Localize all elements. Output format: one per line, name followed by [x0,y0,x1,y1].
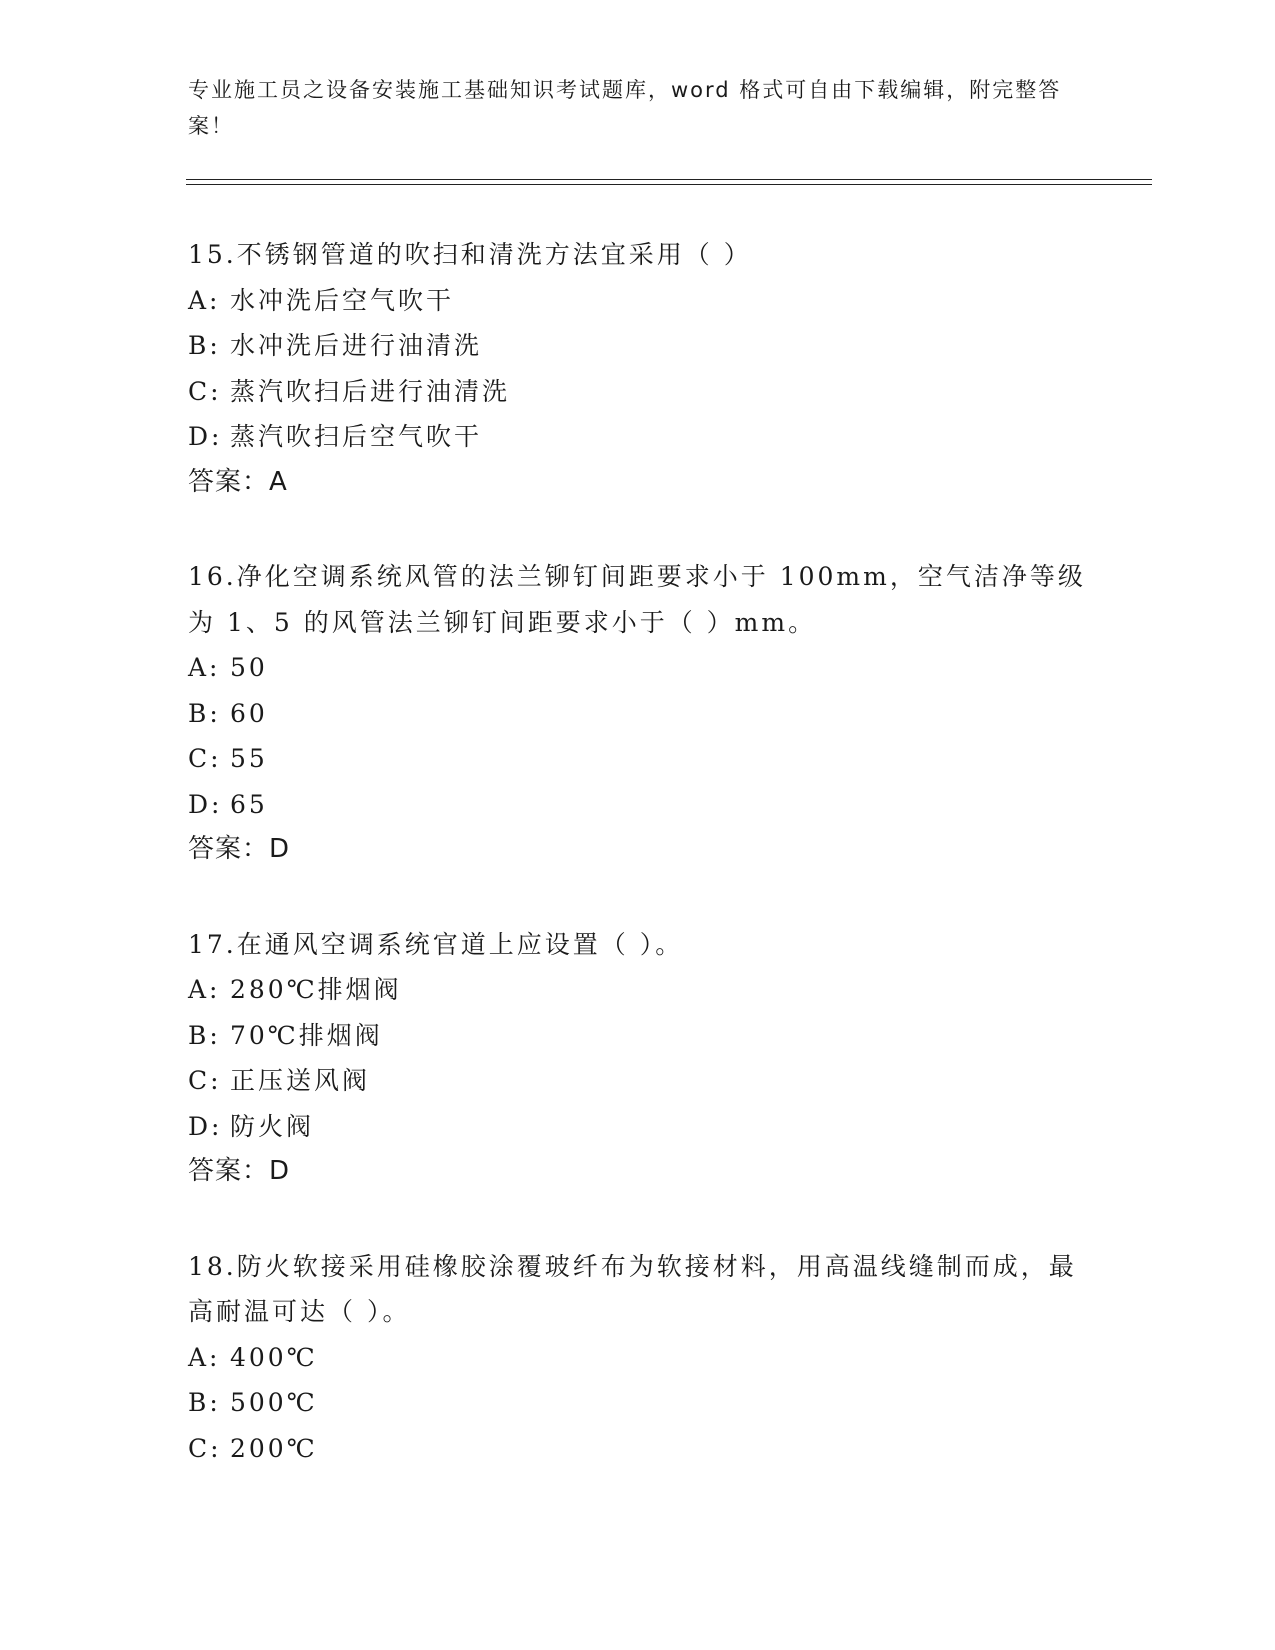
option-a [188,278,1088,324]
question-stem: 16.净化空调系统风管的法兰铆钉间距要求小于 100mm，空气洁净等级为 1、5 的风管法兰铆钉间距要求小于（ ）mm。 [188,562,1086,637]
option-letter: C: [188,1066,222,1095]
option-letter: A: [188,975,221,1004]
answer-line: 答案：A [188,466,288,497]
option-text: 500℃ [230,1388,318,1417]
question-stem: 15.不锈钢管道的吹扫和清洗方法宜采用（ ） [188,240,752,269]
option-text: 水冲洗后进行油清洗 [230,331,483,360]
option-text: 水冲洗后空气吹干 [230,285,455,315]
option-b [188,1380,1088,1426]
option-text: 400℃ [230,1342,318,1372]
question-stem: 18.防火软接采用硅橡胶涂覆玻纤布为软接材料，用高温线缝制而成，最高耐温可达（ ）。 [188,1251,1077,1326]
option-text: 蒸汽吹扫后空气吹干 [230,422,483,451]
question-18 [188,1244,1088,1472]
option-text: 200℃ [230,1433,318,1463]
header-text: 专业施工员之设备安装施工基础知识考试题库，word 格式可自由下载编辑，附完整答案！ [188,78,1062,138]
option-a [188,1335,1088,1381]
option-letter: A: [188,285,221,315]
option-letter: D: [188,789,223,819]
option-b [188,691,1088,737]
option-text: 50 [230,653,268,682]
option-c [188,369,1088,415]
option-text: 正压送风阀 [230,1066,371,1095]
option-letter: C: [188,744,222,773]
option-d [188,1104,1088,1150]
header-rule-top [186,179,1152,180]
question-15 [188,232,1088,505]
option-text: 65 [230,789,268,819]
option-letter: D: [188,422,223,451]
option-letter: B: [188,698,221,728]
header-rule-bottom [186,184,1152,185]
option-letter: B: [188,1388,221,1417]
option-c [188,1058,1088,1104]
option-letter: A: [188,1342,221,1372]
option-letter: B: [188,331,221,360]
option-text: 70℃排烟阀 [230,1020,383,1050]
option-letter: D: [188,1111,223,1141]
option-c [188,736,1088,782]
option-text: 55 [230,744,268,773]
option-a [188,645,1088,691]
option-text: 防火阀 [230,1111,315,1141]
option-d [188,782,1088,828]
option-text: 60 [230,698,268,728]
option-text: 280℃排烟阀 [230,975,402,1004]
question-stem: 17.在通风空调系统官道上应设置（ ）。 [188,929,684,959]
option-b [188,323,1088,369]
question-list [188,232,1088,1520]
option-letter: C: [188,376,222,406]
option-letter: B: [188,1020,221,1050]
option-letter: C: [188,1433,222,1463]
option-letter: A: [188,653,221,682]
option-text: 蒸汽吹扫后进行油清洗 [230,376,511,406]
option-c [188,1426,1088,1472]
answer-line: 答案：D [188,834,291,864]
question-17 [188,922,1088,1195]
question-16 [188,554,1088,873]
option-a [188,967,1088,1013]
option-d [188,414,1088,460]
option-b [188,1013,1088,1059]
answer-line: 答案：D [188,1156,291,1186]
document-header [188,72,1068,144]
